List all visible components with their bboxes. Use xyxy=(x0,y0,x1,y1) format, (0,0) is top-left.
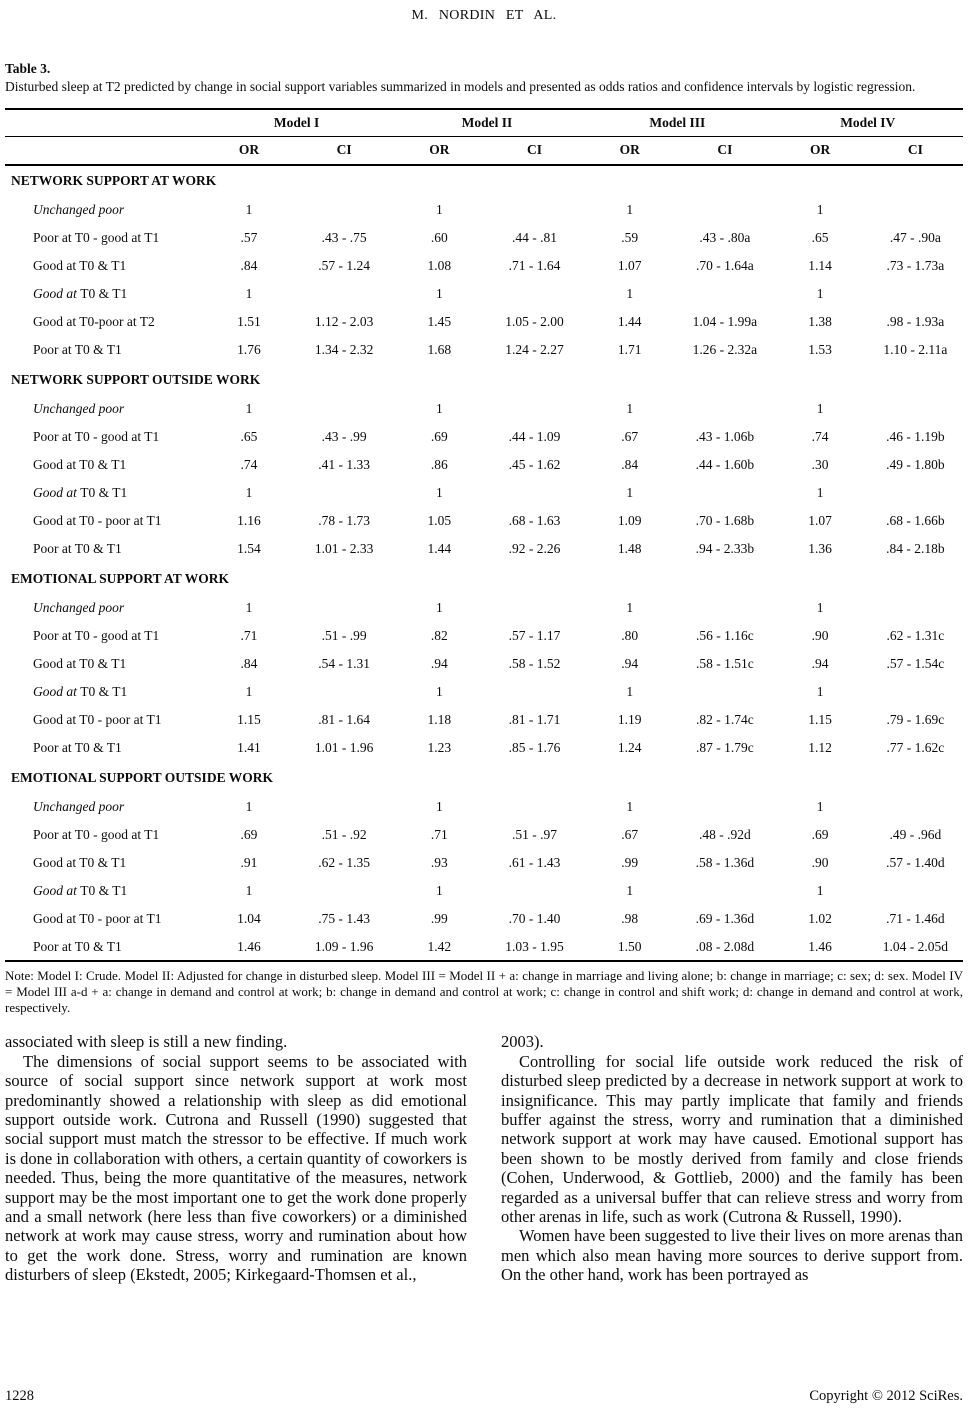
row-label: Good at T0 & T1 xyxy=(33,656,127,671)
ci-value: 1.24 - 2.27 xyxy=(505,342,564,357)
ci-value: 1.03 - 1.95 xyxy=(505,938,564,954)
ci-value xyxy=(487,678,582,706)
ci-value: 1.34 - 2.32 xyxy=(314,342,374,357)
body-text xyxy=(5,1032,963,1284)
or-value: 1 xyxy=(816,799,824,814)
or-header: OR xyxy=(392,136,487,165)
row-label: Poor at T0 - good at T1 xyxy=(33,827,160,842)
ci-value: .61 - 1.43 xyxy=(508,855,561,870)
ci-value xyxy=(868,594,963,622)
table-row xyxy=(5,507,963,535)
or-value: .65 xyxy=(240,429,258,444)
table-row xyxy=(5,336,963,364)
ci-value xyxy=(677,280,772,308)
or-value: .94 xyxy=(621,656,639,671)
or-value: 1.24 xyxy=(617,740,642,755)
ci-value: 1.05 - 2.00 xyxy=(505,314,564,329)
ci-value xyxy=(297,877,392,905)
ci-value: .58 - 1.52 xyxy=(508,656,561,671)
ci-value xyxy=(868,678,963,706)
ci-value: .48 - .92d xyxy=(699,827,751,842)
or-value: .82 xyxy=(430,628,448,643)
ci-value: .41 - 1.33 xyxy=(318,457,371,472)
or-value: .59 xyxy=(621,230,639,245)
ci-value xyxy=(677,594,772,622)
or-value: .93 xyxy=(430,855,448,870)
table-section-row xyxy=(5,165,963,196)
ci-value: .46 - 1.19b xyxy=(886,429,945,444)
table-row xyxy=(5,650,963,678)
or-value: .99 xyxy=(430,911,448,926)
ci-value: .68 - 1.66b xyxy=(886,513,945,528)
ci-value: .54 - 1.31 xyxy=(318,656,371,671)
ci-value: 1.01 - 1.96 xyxy=(314,740,374,755)
ci-value: .43 - 1.06b xyxy=(695,429,755,444)
row-label: Good at T0 & T1 xyxy=(33,286,128,301)
or-value: .74 xyxy=(240,457,258,472)
or-header: OR xyxy=(582,136,677,165)
row-label: Poor at T0 - good at T1 xyxy=(33,628,160,643)
model-header-spacer xyxy=(5,109,201,136)
ci-value: .43 - .75 xyxy=(321,230,367,245)
ci-value xyxy=(297,594,392,622)
or-value: .60 xyxy=(430,230,448,245)
or-value: 1.23 xyxy=(427,740,452,755)
body-column-left xyxy=(5,1032,467,1284)
page-footer xyxy=(5,1388,963,1405)
section-title: NETWORK SUPPORT OUTSIDE WORK xyxy=(11,371,261,387)
or-value: 1 xyxy=(245,600,253,615)
or-value: 1.44 xyxy=(427,541,452,556)
or-value: 1 xyxy=(626,684,634,699)
or-value: 1 xyxy=(626,600,634,615)
ci-value xyxy=(677,793,772,821)
ci-value xyxy=(297,280,392,308)
or-value: .69 xyxy=(240,827,258,842)
row-label: Good at T0 & T1 xyxy=(33,684,128,699)
or-value: 1 xyxy=(435,684,443,699)
or-value: .86 xyxy=(430,457,448,472)
table-label: Table 3. xyxy=(5,61,51,76)
ci-value xyxy=(487,479,582,507)
or-value: 1.76 xyxy=(237,342,261,357)
results-table xyxy=(5,108,963,962)
ci-value: .92 - 2.26 xyxy=(508,541,561,556)
or-value: 1.54 xyxy=(237,541,261,556)
or-value: .80 xyxy=(621,628,639,643)
row-label: Poor at T0 & T1 xyxy=(33,541,122,556)
or-value: 1 xyxy=(816,286,824,301)
or-value: .67 xyxy=(621,827,639,842)
or-value: 1.07 xyxy=(808,513,832,528)
or-value: 1 xyxy=(435,883,443,898)
table-body xyxy=(5,109,963,961)
body-paragraph: Women have been suggested to live their lives on more arenas than men which also mean having more sources to derive support from. On the other hand, work has been portrayed as xyxy=(501,1226,963,1285)
ci-value xyxy=(297,793,392,821)
table-section-row xyxy=(5,563,963,594)
or-value: .30 xyxy=(811,457,829,472)
ci-value: .44 - .81 xyxy=(512,230,558,245)
table-row xyxy=(5,793,963,821)
ci-value: .51 - .99 xyxy=(321,628,367,643)
or-value: 1.42 xyxy=(427,938,452,954)
or-value: 1 xyxy=(435,600,443,615)
or-value: .67 xyxy=(621,429,639,444)
row-label: Good at T0 & T1 xyxy=(33,485,128,500)
ci-value: 1.01 - 2.33 xyxy=(314,541,374,556)
ci-value: .49 - .96d xyxy=(889,827,942,842)
ci-value: .94 - 2.33b xyxy=(695,541,755,556)
or-value: 1 xyxy=(816,883,824,898)
ci-value xyxy=(677,395,772,423)
table-section-row xyxy=(5,364,963,395)
or-ci-header-row xyxy=(5,136,963,165)
table-row xyxy=(5,423,963,451)
or-value: 1.38 xyxy=(808,314,832,329)
ci-value xyxy=(487,395,582,423)
ci-value: 1.10 - 2.11a xyxy=(883,342,948,357)
table-row xyxy=(5,535,963,563)
ci-value xyxy=(487,196,582,224)
table-row xyxy=(5,451,963,479)
or-header: OR xyxy=(201,136,296,165)
row-label: Good at T0 - poor at T1 xyxy=(33,712,162,727)
ci-value: .68 - 1.63 xyxy=(508,513,561,528)
or-value: .71 xyxy=(430,827,448,842)
or-value: 1.51 xyxy=(237,314,261,329)
or-value: .71 xyxy=(240,628,258,643)
table-row xyxy=(5,905,963,933)
ci-value xyxy=(677,877,772,905)
page-number: 1228 xyxy=(5,1388,34,1404)
ci-value xyxy=(868,479,963,507)
or-value: 1.50 xyxy=(617,938,642,954)
or-value: .84 xyxy=(621,457,639,472)
row-label: Good at T0 & T1 xyxy=(33,883,128,898)
table-caption-block xyxy=(5,60,963,95)
row-label: Poor at T0 & T1 xyxy=(33,740,122,755)
or-value: .69 xyxy=(811,827,829,842)
or-value: 1 xyxy=(626,286,634,301)
copyright-notice: Copyright © 2012 SciRes. xyxy=(809,1388,963,1404)
table-note: Note: Model I: Crude. Model II: Adjusted for change in disturbed sleep. Model III = Model II + a: change in marriage and living alone; b: change in marriage; c: sex; d: sex. Model IV = Model III a-d + a: change in demand and control at work; b: change in demand and control at work; c: change in control and shift work; d: change in demand and control at work, respectively. xyxy=(5,968,963,1015)
or-header: OR xyxy=(773,136,868,165)
ci-value: .77 - 1.62c xyxy=(886,740,945,755)
or-value: 1.16 xyxy=(237,513,261,528)
ci-value: .08 - 2.08d xyxy=(695,938,755,954)
ci-value: .47 - .90a xyxy=(889,230,941,245)
model-header: Model IV xyxy=(773,109,963,136)
ci-value: .44 - 1.09 xyxy=(508,429,561,444)
row-label: Unchanged poor xyxy=(33,600,125,615)
ci-value: .73 - 1.73a xyxy=(886,258,945,273)
row-label: Good at T0-poor at T2 xyxy=(33,314,155,329)
ci-value: .62 - 1.31c xyxy=(886,628,945,643)
or-value: .94 xyxy=(430,656,448,671)
or-value: 1 xyxy=(245,286,253,301)
row-label: Unchanged poor xyxy=(33,799,125,814)
ci-value: .71 - 1.64 xyxy=(508,258,561,273)
table-row xyxy=(5,252,963,280)
ci-value xyxy=(487,594,582,622)
ci-value: .98 - 1.93a xyxy=(886,314,945,329)
ci-value: 1.26 - 2.32a xyxy=(692,342,758,357)
row-label: Poor at T0 & T1 xyxy=(33,342,122,357)
row-label: Poor at T0 & T1 xyxy=(33,938,122,954)
or-value: .90 xyxy=(811,855,829,870)
row-label: Good at T0 - poor at T1 xyxy=(33,513,162,528)
or-value: .94 xyxy=(811,656,829,671)
ci-value: .56 - 1.16c xyxy=(696,628,754,643)
or-value: .74 xyxy=(811,429,829,444)
body-paragraph: The dimensions of social support seems to be associated with source of social support since network support at work most predominantly showed a relationship with sleep as did emotional support outside work. Cutrona and Russell (1990) suggested that social support must match the stressor to be effective. If much work is done in collaboration with others, a certain quantity of coworkers is needed. Thus, being the more quantitative of the measures, network support may be the most important one to get the work done properly and a small network (here less than five coworkers) or a diminished network at work may cause stress, worry and rumination about how to get the work done. Stress, worry and rumination are known disturbers of sleep (Ekstedt, 2005; Kirkegaard-Thomsen et al., xyxy=(5,1051,467,1285)
or-value: 1 xyxy=(816,202,824,217)
or-value: 1.08 xyxy=(427,258,452,273)
table-row xyxy=(5,594,963,622)
ci-value: .70 - 1.40 xyxy=(508,911,561,926)
ci-value xyxy=(868,793,963,821)
or-value: .91 xyxy=(240,855,258,870)
table-row xyxy=(5,849,963,877)
ci-value: .78 - 1.73 xyxy=(318,513,371,528)
or-value: 1 xyxy=(435,485,443,500)
ci-value xyxy=(487,280,582,308)
table-row xyxy=(5,224,963,252)
row-label: Poor at T0 - good at T1 xyxy=(33,429,160,444)
or-value: .65 xyxy=(811,230,829,245)
or-value: .99 xyxy=(621,855,639,870)
ci-value xyxy=(297,196,392,224)
or-value: .69 xyxy=(430,429,448,444)
body-paragraph: associated with sleep is still a new finding. xyxy=(5,1032,288,1052)
ci-value: .58 - 1.36d xyxy=(695,855,755,870)
body-paragraph: Controlling for social life outside work reduced the risk of disturbed sleep predicted by a decrease in network support at work to insignificance. This may partly implicate that family and friends buffer against the stress, worry and rumination that a diminished network support at work may have caused. Emotional support has been shown to be mostly derived from family and close friends (Cohen, Underwood, & Gottlieb, 2000) and the family has been regarded as a universal buffer that can relieve stress and worry from other arenas in life, such as work (Cutrona & Russell, 1990). xyxy=(501,1051,963,1227)
ci-value: .75 - 1.43 xyxy=(318,911,371,926)
or-value: .98 xyxy=(621,911,639,926)
row-label: Unchanged poor xyxy=(33,202,125,217)
body-paragraph: 2003). xyxy=(501,1032,544,1052)
ci-value: .71 - 1.46d xyxy=(886,911,945,926)
ci-header: CI xyxy=(868,136,963,165)
row-label: Unchanged poor xyxy=(33,401,125,416)
row-label: Good at T0 & T1 xyxy=(33,855,127,870)
table-row xyxy=(5,308,963,336)
ci-value: 1.09 - 1.96 xyxy=(314,938,374,954)
ci-value: .69 - 1.36d xyxy=(695,911,755,926)
or-value: .90 xyxy=(811,628,829,643)
or-value: 1.45 xyxy=(427,314,452,329)
ci-value: .43 - .80a xyxy=(699,230,751,245)
or-value: 1.15 xyxy=(808,712,832,727)
section-title: NETWORK SUPPORT AT WORK xyxy=(11,173,217,188)
table-row xyxy=(5,479,963,507)
or-value: 1.71 xyxy=(617,342,642,357)
ci-value: .82 - 1.74c xyxy=(696,712,754,727)
or-value: 1 xyxy=(816,485,824,500)
or-value: 1 xyxy=(435,286,443,301)
table-row xyxy=(5,280,963,308)
ci-value: .84 - 2.18b xyxy=(886,541,945,556)
or-value: 1.46 xyxy=(808,938,832,954)
ci-value: 1.04 - 2.05d xyxy=(882,938,948,954)
ci-value xyxy=(297,479,392,507)
or-value: 1 xyxy=(626,202,634,217)
ci-header: CI xyxy=(677,136,772,165)
ci-value: .70 - 1.64a xyxy=(696,258,754,273)
ci-value: .49 - 1.80b xyxy=(886,457,945,472)
or-value: .84 xyxy=(240,656,258,671)
row-label: Poor at T0 - good at T1 xyxy=(33,230,160,245)
or-value: 1.46 xyxy=(237,938,261,954)
ci-value xyxy=(297,678,392,706)
or-value: 1.41 xyxy=(237,740,261,755)
or-value: 1.05 xyxy=(427,513,452,528)
ci-value xyxy=(868,280,963,308)
ci-value: .45 - 1.62 xyxy=(508,457,561,472)
ci-value xyxy=(677,196,772,224)
or-value: 1 xyxy=(816,600,824,615)
table-section-row xyxy=(5,762,963,793)
or-value: 1 xyxy=(626,883,634,898)
or-value: 1.44 xyxy=(617,314,642,329)
table-row xyxy=(5,821,963,849)
table-row xyxy=(5,678,963,706)
model-header: Model II xyxy=(392,109,582,136)
ci-value xyxy=(677,678,772,706)
table-row xyxy=(5,622,963,650)
ci-value: .44 - 1.60b xyxy=(695,457,755,472)
or-value: 1.07 xyxy=(617,258,642,273)
or-value: 1 xyxy=(245,684,253,699)
ci-value: .81 - 1.71 xyxy=(508,712,561,727)
ci-value: 1.04 - 1.99a xyxy=(692,314,758,329)
or-value: 1 xyxy=(245,485,253,500)
ci-value: .51 - .97 xyxy=(512,827,558,842)
ci-value: .85 - 1.76 xyxy=(508,740,561,755)
ci-value xyxy=(868,196,963,224)
sub-header-spacer xyxy=(5,136,201,165)
table-row xyxy=(5,196,963,224)
table-row xyxy=(5,706,963,734)
or-value: 1 xyxy=(626,401,634,416)
model-header: Model I xyxy=(201,109,391,136)
row-label: Good at T0 & T1 xyxy=(33,258,127,273)
or-value: 1.19 xyxy=(617,712,642,727)
or-value: 1.02 xyxy=(808,911,832,926)
running-head: M. NORDIN ET AL. xyxy=(411,8,557,23)
ci-value: .57 - 1.17 xyxy=(508,628,561,643)
or-value: 1 xyxy=(245,202,253,217)
ci-value xyxy=(487,793,582,821)
ci-value: .70 - 1.68b xyxy=(695,513,755,528)
or-value: .57 xyxy=(240,230,258,245)
or-value: 1.04 xyxy=(237,911,261,926)
or-value: 1.68 xyxy=(427,342,452,357)
or-value: 1.15 xyxy=(237,712,261,727)
or-value: 1 xyxy=(245,883,253,898)
or-value: 1.36 xyxy=(808,541,832,556)
or-value: 1.12 xyxy=(808,740,832,755)
or-value: 1.09 xyxy=(617,513,642,528)
or-value: 1 xyxy=(816,684,824,699)
ci-value: .58 - 1.51c xyxy=(696,656,754,671)
ci-value xyxy=(297,395,392,423)
or-value: 1 xyxy=(435,401,443,416)
ci-value xyxy=(868,877,963,905)
or-value: 1.18 xyxy=(427,712,452,727)
or-value: 1.53 xyxy=(808,342,832,357)
or-value: 1.48 xyxy=(617,541,642,556)
ci-value: .79 - 1.69c xyxy=(886,712,945,727)
ci-header: CI xyxy=(487,136,582,165)
ci-value xyxy=(677,479,772,507)
table-row xyxy=(5,395,963,423)
section-title: EMOTIONAL SUPPORT OUTSIDE WORK xyxy=(11,769,273,785)
ci-value xyxy=(868,395,963,423)
or-value: 1.14 xyxy=(808,258,832,273)
ci-value: .57 - 1.24 xyxy=(318,258,371,273)
or-value: 1 xyxy=(626,485,634,500)
or-value: 1 xyxy=(435,202,443,217)
ci-value: .51 - .92 xyxy=(321,827,367,842)
or-value: .84 xyxy=(240,258,258,273)
table-caption: Disturbed sleep at T2 predicted by change in social support variables summarized in models and presented as odds ratios and confidence intervals by logistic regression. xyxy=(5,78,916,94)
ci-header: CI xyxy=(297,136,392,165)
row-label: Good at T0 & T1 xyxy=(33,457,127,472)
ci-value xyxy=(487,877,582,905)
or-value: 1 xyxy=(435,799,443,814)
or-value: 1 xyxy=(816,401,824,416)
ci-value: .57 - 1.54c xyxy=(886,656,945,671)
ci-value: .81 - 1.64 xyxy=(318,712,371,727)
model-header-row xyxy=(5,109,963,136)
table-row xyxy=(5,877,963,905)
ci-value: .62 - 1.35 xyxy=(318,855,371,870)
body-column-right xyxy=(501,1032,963,1284)
ci-value: 1.12 - 2.03 xyxy=(314,314,374,329)
table-row xyxy=(5,933,963,961)
or-value: 1 xyxy=(245,799,253,814)
ci-value: .87 - 1.79c xyxy=(696,740,754,755)
ci-value: .43 - .99 xyxy=(321,429,367,444)
ci-value: .57 - 1.40d xyxy=(886,855,945,870)
section-title: EMOTIONAL SUPPORT AT WORK xyxy=(11,570,229,586)
or-value: 1 xyxy=(626,799,634,814)
table-row xyxy=(5,734,963,762)
row-label: Good at T0 - poor at T1 xyxy=(33,911,162,926)
model-header: Model III xyxy=(582,109,772,136)
or-value: 1 xyxy=(245,401,253,416)
